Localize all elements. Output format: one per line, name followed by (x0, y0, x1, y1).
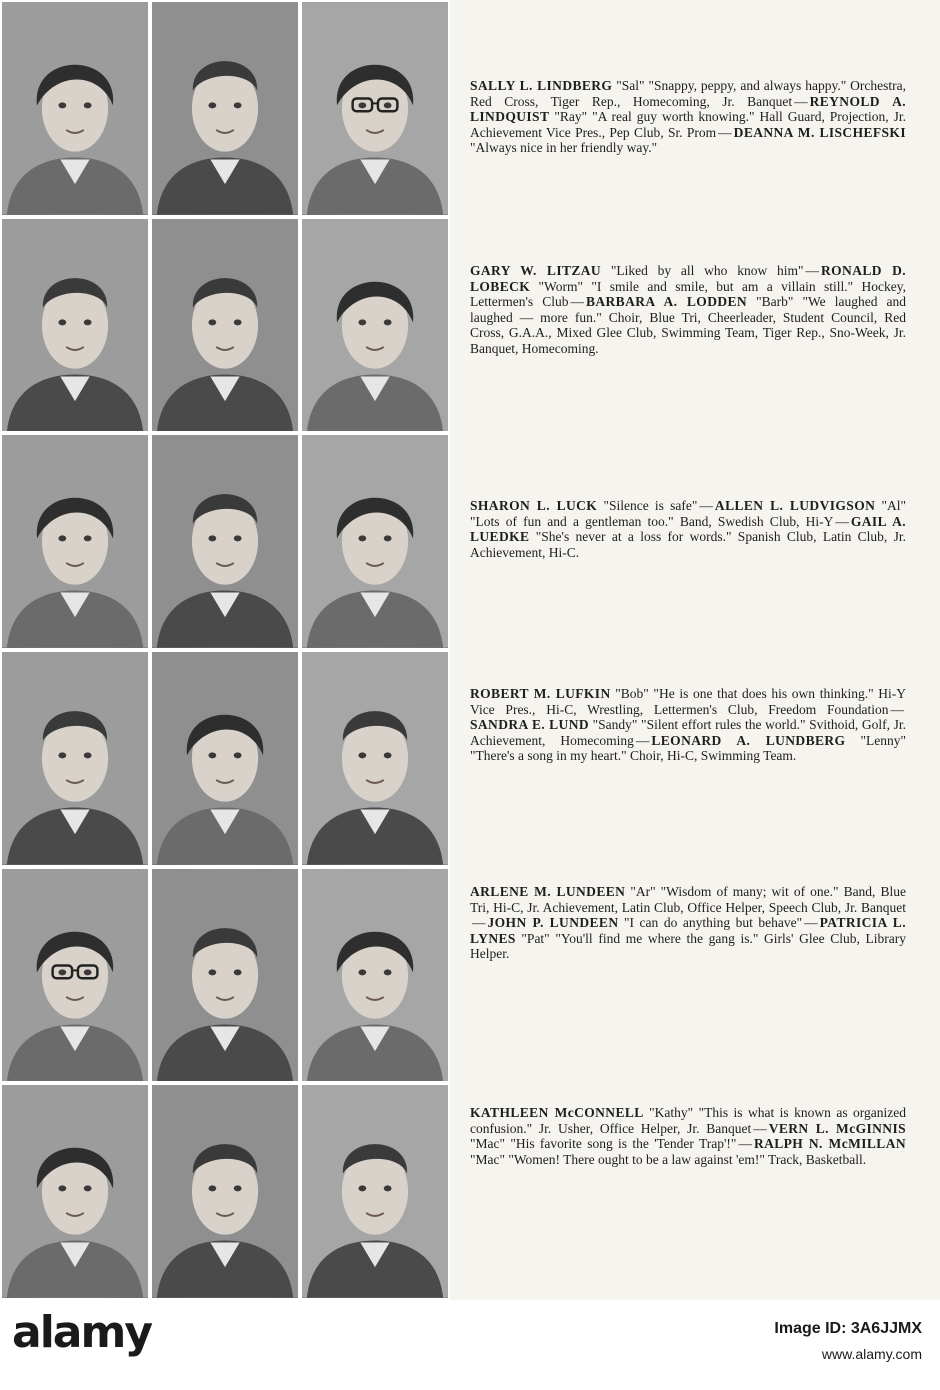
girl-glasses-portrait (0, 867, 150, 1084)
separator: — (804, 915, 818, 930)
student-description: "Lenny" "There's a song in my heart." Choir, Hi-C, Swimming Team. (470, 732, 906, 763)
student-name: SHARON L. LUCK (470, 498, 598, 513)
student-description: "Liked by all who know him" (601, 263, 804, 278)
boy-portrait (150, 867, 300, 1084)
student-description: "I can do anything but behave" (618, 915, 803, 930)
entry-block (470, 884, 906, 962)
separator: — (472, 915, 486, 930)
entry-block (470, 78, 906, 156)
girl-portrait (0, 433, 150, 650)
entry-text (470, 78, 906, 156)
girl-portrait (0, 1083, 150, 1300)
separator: — (635, 732, 650, 748)
boy-portrait (0, 650, 150, 867)
student-name: VERN L. McGINNIS (768, 1120, 907, 1136)
girl-portrait (150, 650, 300, 867)
separator: — (718, 124, 732, 140)
girl-portrait (0, 0, 150, 217)
separator: — (753, 1120, 767, 1136)
student-name: LEONARD A. LUNDBERG (651, 732, 846, 748)
student-description: "Sandy" "Silent effort rules the world." Svithoid, Golf, Jr. Achievement, Homecoming (470, 717, 906, 748)
site-url: www.alamy.com (821, 1346, 922, 1362)
student-name: BARBARA A. LODDEN (585, 294, 748, 309)
student-name: RONALD D. LOBECK (470, 263, 907, 294)
separator: — (794, 93, 808, 109)
student-description: "Always nice in her friendly way." (470, 140, 658, 155)
separator: — (890, 701, 904, 717)
portrait-grid (0, 0, 450, 1300)
student-name: REYNOLD A. LINDQUIST (470, 93, 906, 124)
student-description: "Silence is safe" (597, 498, 698, 513)
student-description: "Al" "Lots of fun and a gentleman too." Band, Swedish Club, Hi-Y (470, 498, 907, 529)
entry-text (470, 1105, 906, 1167)
student-description: "Ray" "A real guy worth knowing." Hall Guard, Projection, Jr. Achievement Vice Pres., Pep Club, Sr. Prom (470, 109, 906, 140)
student-name: SANDRA E. LUND (470, 717, 590, 732)
student-description: "Sal" "Snappy, peppy, and always happy." Orchestra, Red Cross, Tiger Rep., Homecoming, Jr. Banquet (470, 78, 906, 109)
student-name: RALPH N. McMILLAN (753, 1136, 906, 1151)
separator: — (738, 1136, 752, 1151)
student-description: "Worm" "I smile and smile, but am a villain still." Hockey, Lettermen's Club (470, 278, 906, 309)
boy-portrait (300, 650, 450, 867)
image-id-label: Image ID: 3A6JJMX (774, 1320, 922, 1337)
student-name: ROBERT M. LUFKIN (470, 686, 611, 701)
girl-portrait (300, 867, 450, 1084)
student-description: "Pat" "You'll find me where the gang is." Girls' Glee Club, Library Helper. (470, 930, 906, 961)
entry-text (470, 498, 906, 560)
entry-text (470, 686, 906, 764)
student-name: SALLY L. LINDBERG (470, 78, 613, 93)
student-name: KATHLEEN McCONNELL (470, 1105, 644, 1120)
student-name: DEANNA M. LISCHEFSKI (733, 124, 906, 140)
entry-text (470, 263, 906, 356)
entry-block (470, 263, 906, 356)
separator: — (805, 263, 819, 278)
student-name: PATRICIA L. LYNES (470, 915, 906, 946)
student-description: "Bob" "He is one that does his own thinking." Hi-Y Vice Pres., Hi-C, Wrestling, Lettermen's Club, Freedom Foundation (470, 686, 906, 717)
entry-block (470, 498, 906, 560)
entry-block (470, 686, 906, 764)
boy-portrait (150, 433, 300, 650)
student-description: "Mac" "Women! There ought to be a law against 'em!" Track, Basketball. (470, 1151, 867, 1167)
girl-portrait (300, 433, 450, 650)
separator: — (835, 513, 849, 529)
student-description: "Kathy" "This is what is known as organized confusion." Jr. Usher, Office Helper, Jr. Banquet (470, 1105, 907, 1136)
student-name: ARLENE M. LUNDEEN (470, 884, 626, 899)
boy-portrait (0, 217, 150, 434)
separator: — (570, 294, 584, 309)
girl-glasses-portrait (300, 0, 450, 217)
student-description: "Mac" "His favorite song is the 'Tender Trap'!" (470, 1136, 737, 1151)
entry-text (470, 884, 906, 962)
separator: — (699, 498, 713, 513)
boy-portrait (300, 1083, 450, 1300)
boy-portrait (150, 1083, 300, 1300)
entry-block (470, 1105, 906, 1167)
student-description: "She's never at a loss for words." Spanish Club, Latin Club, Jr. Achievement, Hi-C. (470, 529, 906, 560)
student-name: GAIL A. LUEDKE (470, 513, 906, 544)
girl-portrait (300, 217, 450, 434)
student-description: "Barb" "We laughed and laughed — more fun." Choir, Blue Tri, Cheerleader, Student Council, Red Cross, G.A.A., Mixed Glee Club, Swimming Team, Tiger Rep., Sno-Week, Jr. Banquet, Homecoming. (470, 294, 906, 356)
student-name: GARY W. LITZAU (470, 263, 602, 278)
student-description: "Ar" "Wisdom of many; wit of one." Band, Blue Tri, Hi-C, Jr. Achievement, Latin Club, Office Helper, Speech Club, Jr. Banquet (470, 884, 906, 915)
student-name: JOHN P. LUNDEEN (487, 915, 619, 930)
boy-portrait (150, 217, 300, 434)
boy-portrait (150, 0, 300, 217)
alamy-logo: alamy (12, 1307, 151, 1358)
student-name: ALLEN L. LUDVIGSON (714, 498, 876, 513)
